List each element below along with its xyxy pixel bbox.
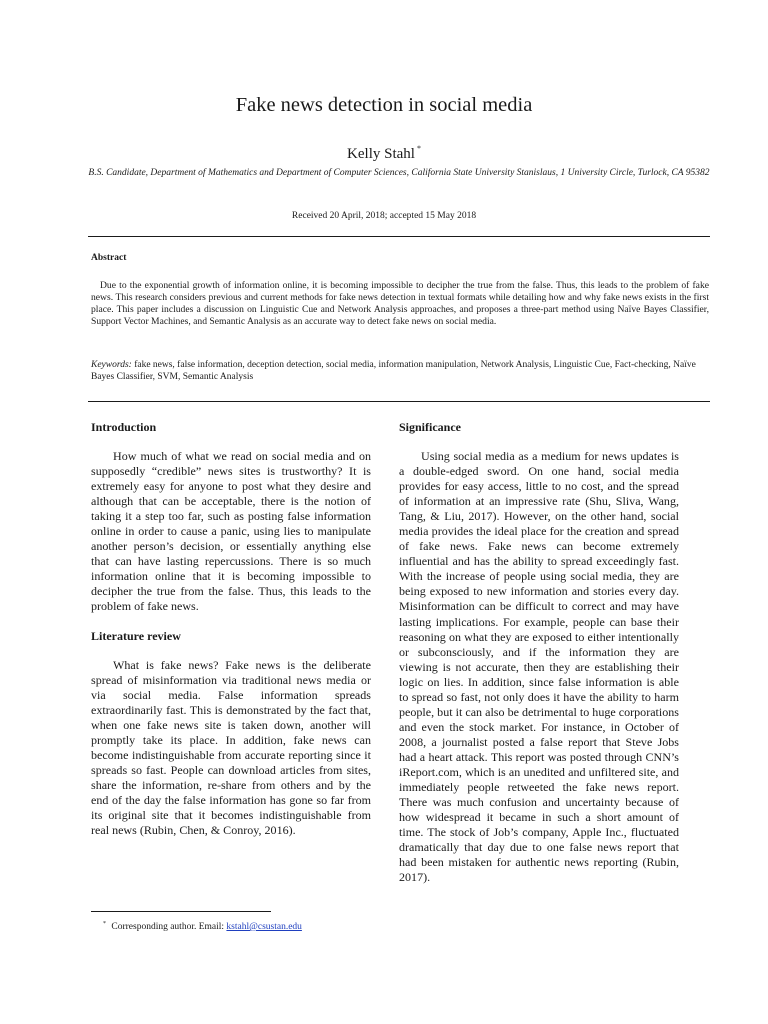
author-email-link[interactable]: kstahl@csustan.edu xyxy=(226,922,302,932)
author-footnote-mark: * xyxy=(416,144,421,153)
left-column xyxy=(91,420,371,838)
footnote-text: Corresponding author. Email: xyxy=(109,922,227,932)
paper-title: Fake news detection in social media xyxy=(235,94,533,116)
abstract-heading: Abstract xyxy=(91,253,127,263)
literature-review-heading: Literature review xyxy=(91,628,181,643)
right-column xyxy=(399,420,679,885)
received-accepted-dates: Received 20 April, 2018; accepted 15 May 2018 xyxy=(291,211,477,221)
significance-heading: Significance xyxy=(399,420,461,434)
author-affiliation: B.S. Candidate, Department of Mathematics and Department of Computer Sciences, California State University Stanislaus, 1 University Circle, Turlock, CA 95382 xyxy=(88,168,710,178)
keywords-text: fake news, false information, deception detection, social media, information manipulation, Network Analysis, Linguistic Cue, Fact-checking, Naïve Bayes Classifier, SVM, Semantic Analysis xyxy=(91,360,696,382)
abstract-bottom-rule xyxy=(88,401,710,402)
significance-text: Using social media as a medium for news updates is a double-edged sword. On one hand, social media provides for easy access, little to no cost, and the spread of information at an impressive rate (Shu, Sliva, Wang, Tang, & Liu, 2017). However, on the other hand, social media provides the ideal place for the creation and spread of fake news. Fake news can become extremely influential and has the ability to spread exceedingly fast. With the increase of people using social media, they are being exposed to new information and stories every day. Misinformation can be difficult to correct and may have lasting implications. For example, people can base their reasoning on what they are exposed to either intentionally or subconsciously, and if the information they are viewing is not accurate, then they are establishing their logic on lies. In addition, since false information is able to spread so fast, not only does it have the ability to harm people, but it can also be detrimental to huge corporations and even the stock market. For instance, in October of 2008, a journalist posted a false report that Steve Jobs had a heart attack. This report was posted through CNN’s iReport.com, which is an unedited and unfiltered site, and immediately people retweeted the fake news report. There was much confusion and uncertainty because of how widespread it became in such a short amount of time. The stock of Job’s company, Apple Inc., fluctuated dramatically that day due to one false news report that had been mistaken for authentic news reporting (Rubin, 2017). xyxy=(399,449,679,885)
footnote-mark: * xyxy=(103,921,106,927)
keywords xyxy=(91,359,709,383)
keywords-label: Keywords: xyxy=(91,360,132,370)
introduction-text: How much of what we read on social media and on supposedly “credible” news sites is trustworthy? It is extremely easy for anyone to post what they desire and although that can be acceptable, there is the notion of taking it a step too far, such as posting false information online in order to cause a panic, using lies to manipulate another person’s decision, or essentially anything else that can have lasting repercussions. There is so much information online that it is becoming impossible to decipher the true from the false. Thus, this leads to the problem of fake news. xyxy=(91,449,371,614)
author-name: Kelly Stahl xyxy=(347,146,415,162)
footnote xyxy=(103,918,302,933)
introduction-heading: Introduction xyxy=(91,420,157,434)
abstract-top-rule xyxy=(88,236,710,237)
footnote-rule xyxy=(91,911,271,912)
literature-review-text: What is fake news? Fake news is the deliberate spread of misinformation via traditional news media or via social media. False information spreads extraordinarily fast. This is demonstrated by the fact that, when one fake news site is taken down, another will promptly take its place. In addition, fake news can become indistinguishable from accurate reporting since it spreads so fast. People can download articles from sites, share the information, re-share from others and by the end of the day the false information has gone so far from its original site that it becomes indistinguishable from real news (Rubin, Chen, & Conroy, 2016). xyxy=(91,657,371,838)
author-line xyxy=(0,139,768,164)
abstract-text: Due to the exponential growth of information online, it is becoming impossible to decipher the true from the false. Thus, this leads to the problem of fake news. This research considers previous and current methods for fake news detection in textual formats while detailing how and why fake news exists in the first place. This paper includes a discussion on Linguistic Cue and Network Analysis approaches, and proposes a three-part method using Naïve Bayes Classifier, Support Vector Machines, and Semantic Analysis as an accurate way to detect fake news on social media. xyxy=(91,280,709,328)
